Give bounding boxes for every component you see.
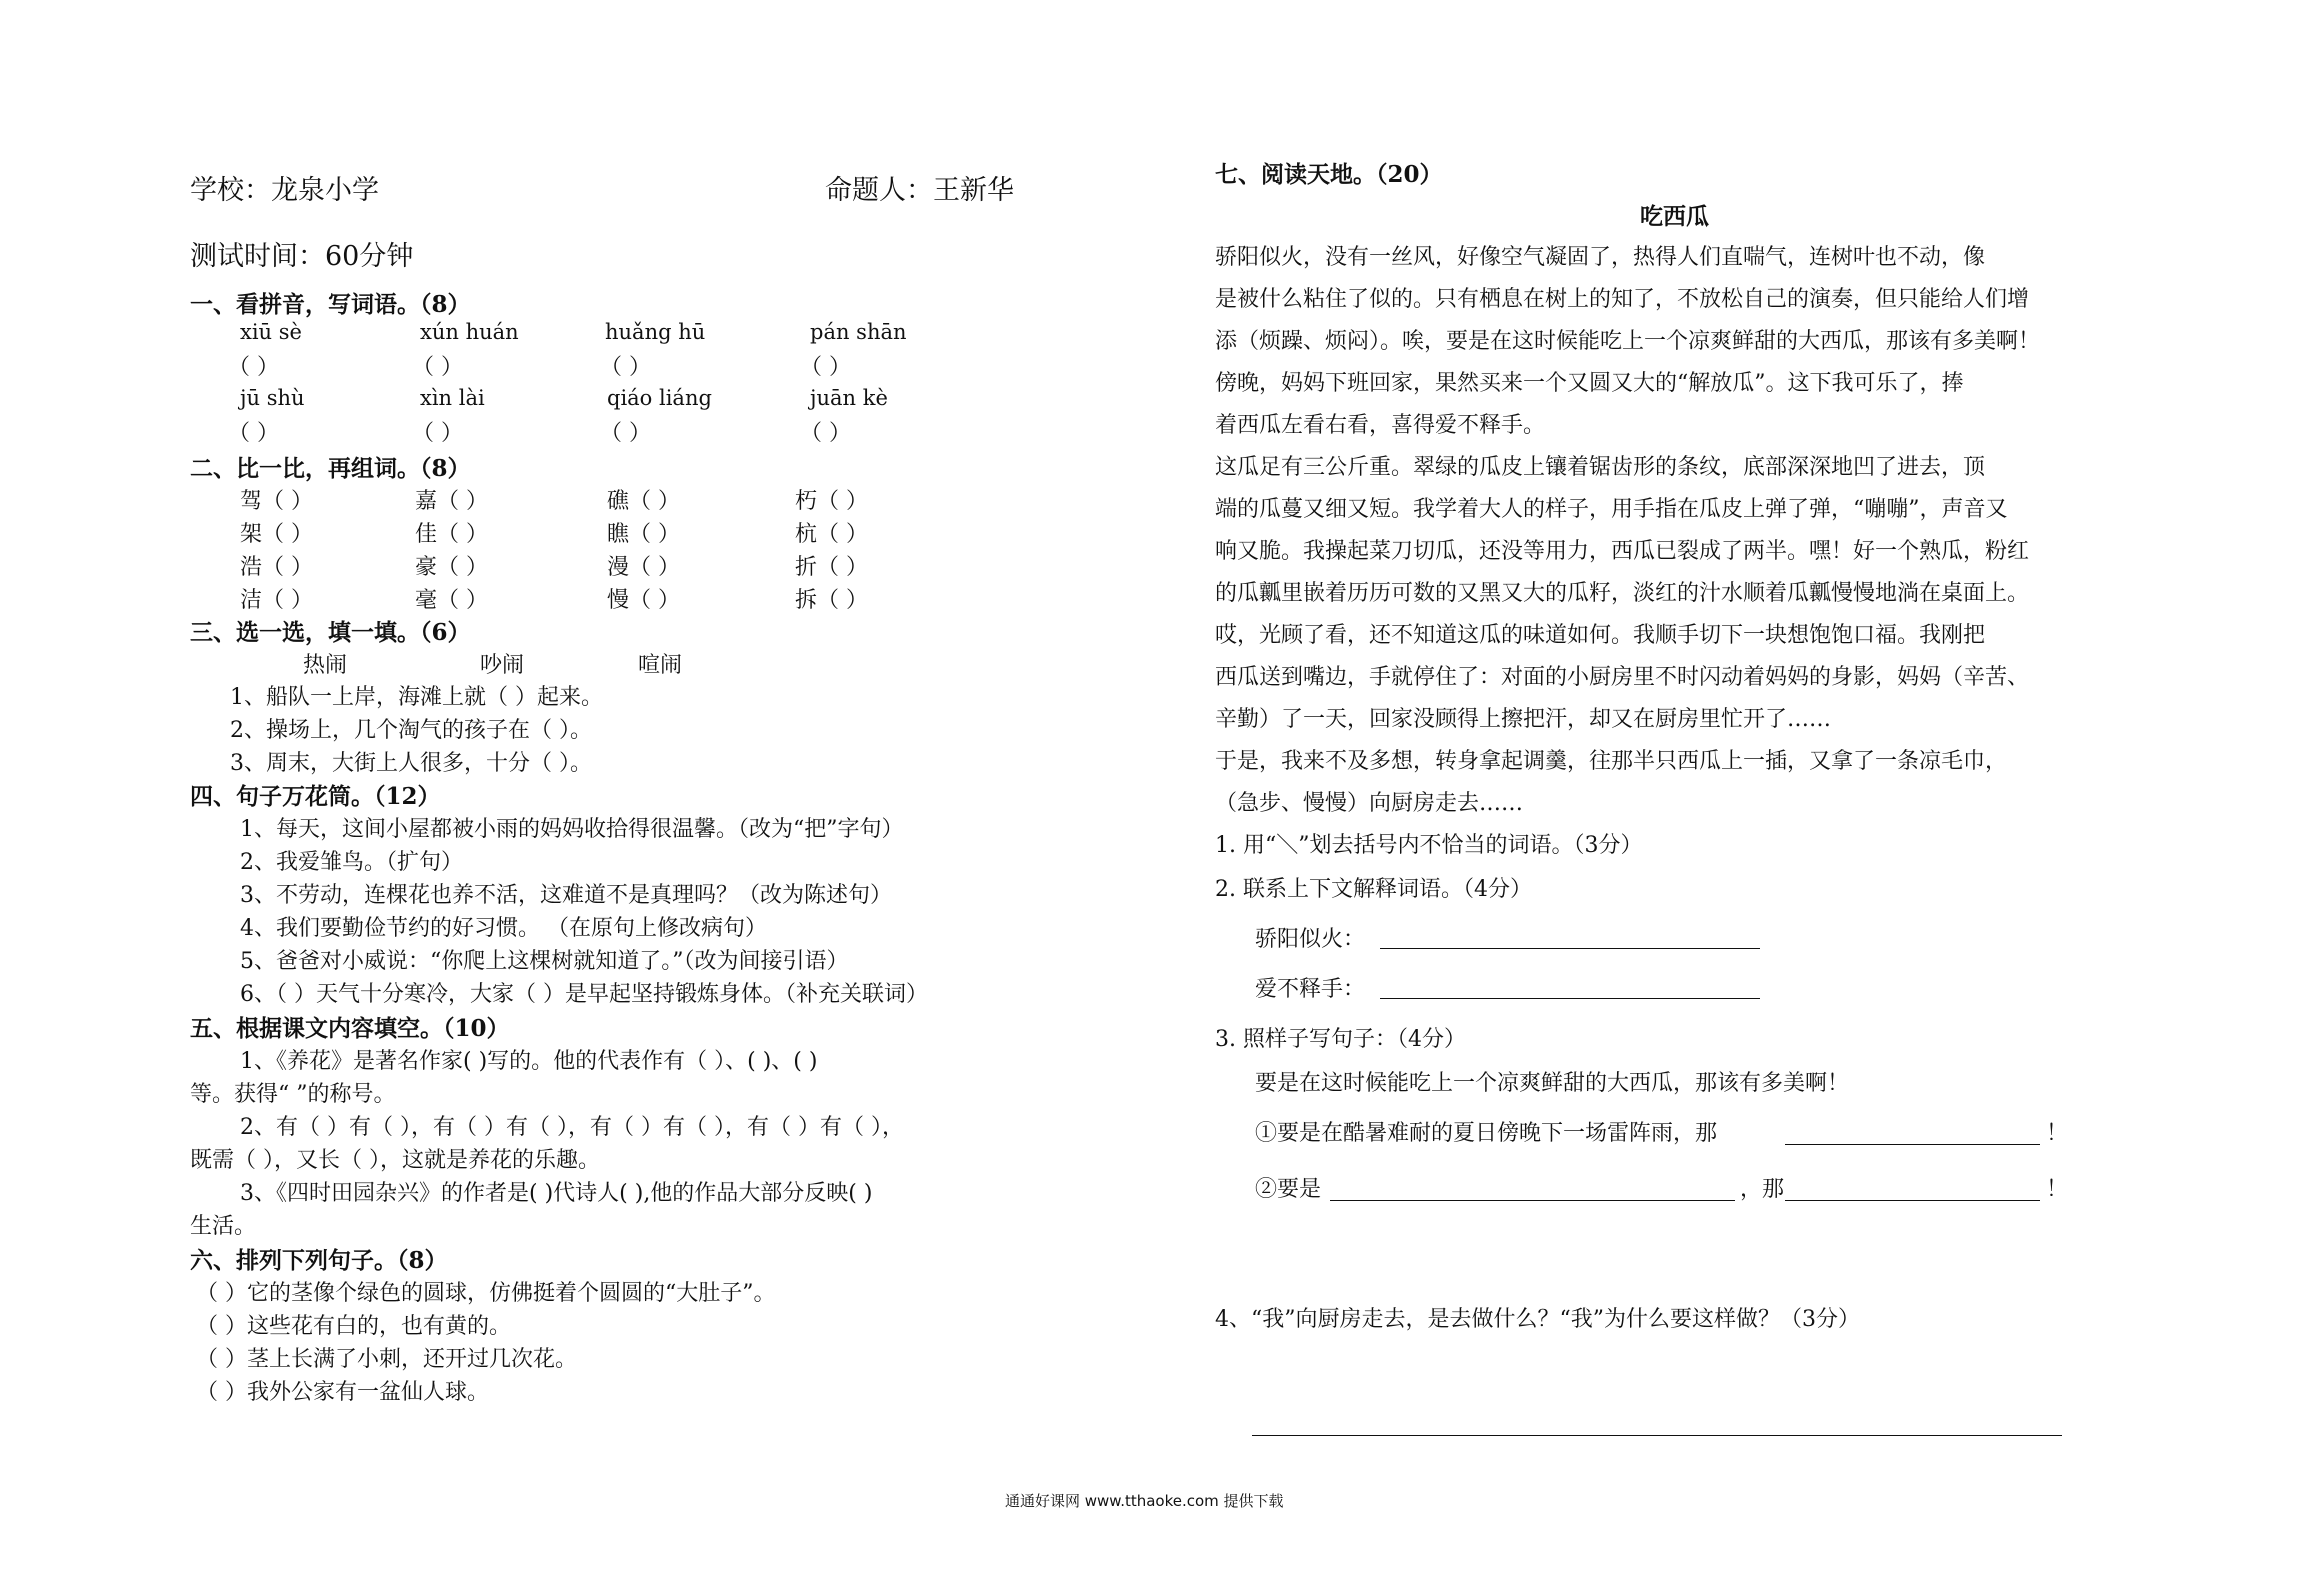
q3-example: 要是在这时候能吃上一个凉爽鲜甜的大西瓜，那该有多美啊！ bbox=[1255, 1071, 1850, 1096]
text-fill-line: 1、《养花》是著名作家( )写的。他的代表作有（ ）、( )、( ) bbox=[240, 1049, 818, 1074]
order-item-2: （ ）这些花有白的，也有黄的。 bbox=[196, 1314, 511, 1339]
pinyin-4: pán shān bbox=[810, 320, 907, 344]
section-7-title: 七、阅读天地。（20） bbox=[1215, 161, 1443, 188]
order-item-3: （ ）茎上长满了小刺，还开过几次花。 bbox=[196, 1347, 577, 1372]
passage-line: 于是，我来不及多想，转身拿起调羹，往那半只西瓜上一插，又拿了一条凉毛巾， bbox=[1215, 749, 2008, 774]
section-3-title: 三、选一选，填一填。（6） bbox=[190, 619, 471, 646]
q3a-answer-line[interactable] bbox=[1785, 1144, 2040, 1145]
pinyin-5: jū shù bbox=[240, 386, 305, 410]
question-2: 2. 联系上下文解释词语。（4分） bbox=[1215, 877, 1532, 902]
order-item-4: （ ）我外公家有一盆仙人球。 bbox=[196, 1380, 489, 1405]
compare-word: 朽（ ） bbox=[795, 489, 868, 514]
fill-item-3: 3、周末，大街上人很多，十分（ ）。 bbox=[230, 751, 592, 776]
q4-answer-line[interactable] bbox=[1252, 1435, 2062, 1436]
school-label: 学校：龙泉小学 bbox=[190, 175, 379, 206]
q2-term-2: 爱不释手： bbox=[1255, 977, 1366, 1002]
footer-credit: 通通好课网 www.tthaoke.com 提供下载 bbox=[1005, 1492, 1284, 1510]
question-4: 4、“我”向厨房走去，是去做什么？“我”为什么要这样做？（3分） bbox=[1215, 1307, 1860, 1332]
test-time-label: 测试时间：60分钟 bbox=[190, 241, 414, 272]
passage-line: 傍晚，妈妈下班回家，果然买来一个又圆又大的“解放瓜”。这下我可乐了，捧 bbox=[1215, 371, 1964, 396]
pinyin-3: huǎng hū bbox=[605, 320, 706, 344]
section-4-title: 四、句子万花筒。（12） bbox=[190, 783, 441, 810]
pinyin-7: qiáo liáng bbox=[607, 386, 712, 410]
sentence-item-5: 5、爸爸对小威说：“你爬上这棵树就知道了。”（改为间接引语） bbox=[240, 949, 849, 974]
compare-word: 驾（ ） bbox=[240, 489, 313, 514]
section-6-title: 六、排列下列句子。（8） bbox=[190, 1247, 448, 1274]
pinyin-blank-2[interactable]: （ ） bbox=[412, 355, 463, 380]
compare-word: 浩（ ） bbox=[240, 555, 313, 580]
pinyin-blank-5[interactable]: （ ） bbox=[228, 421, 279, 446]
order-item-1: （ ）它的茎像个绿色的圆球，仿佛挺着个圆圆的“大肚子”。 bbox=[196, 1281, 776, 1306]
passage-line: 响又脆。我操起菜刀切瓜，还没等用力，西瓜已裂成了两半。嘿！好一个熟瓜，粉红 bbox=[1215, 539, 2030, 564]
pinyin-blank-4[interactable]: （ ） bbox=[800, 355, 851, 380]
text-fill-line: 等。获得“ ”的称号。 bbox=[190, 1082, 396, 1107]
story-title: 吃西瓜 bbox=[1640, 203, 1709, 230]
sentence-item-6: 6、（ ）天气十分寒冷，大家（ ）是早起坚持锻炼身体。（补充关联词） bbox=[240, 982, 928, 1007]
pinyin-blank-8[interactable]: （ ） bbox=[800, 421, 851, 446]
passage-line: 西瓜送到嘴边，手就停住了：对面的小厨房里不时闪动着妈妈的身影，妈妈（辛苦、 bbox=[1215, 665, 2030, 690]
sentence-item-1: 1、每天，这间小屋都被小雨的妈妈收拾得很温馨。（改为“把”字句） bbox=[240, 817, 904, 842]
question-3: 3. 照样子写句子：（4分） bbox=[1215, 1027, 1466, 1052]
pinyin-6: xìn lài bbox=[420, 386, 485, 410]
passage-line: （急步、慢慢）向厨房走去…… bbox=[1215, 791, 1524, 816]
q3b-answer-line-2[interactable] bbox=[1785, 1200, 2040, 1201]
compare-word: 杭（ ） bbox=[795, 522, 868, 547]
pinyin-blank-1[interactable]: （ ） bbox=[228, 355, 279, 380]
q3b-prefix: ②要是 bbox=[1255, 1177, 1322, 1202]
compare-word: 漫（ ） bbox=[607, 555, 680, 580]
q3a-mark: ！ bbox=[2046, 1121, 2069, 1146]
option-word: 热闹 bbox=[303, 653, 348, 678]
author-label: 命题人：王新华 bbox=[825, 175, 1014, 206]
q2-term-1: 骄阳似火： bbox=[1255, 927, 1366, 952]
passage-line: 辛勤）了一天，回家没顾得上擦把汗，却又在厨房里忙开了…… bbox=[1215, 707, 1832, 732]
q3b-mark: ！ bbox=[2046, 1177, 2069, 1202]
compare-word: 嘉（ ） bbox=[415, 489, 488, 514]
sentence-item-3: 3、不劳动，连棵花也养不活，这难道不是真理吗？（改为陈述句） bbox=[240, 883, 892, 908]
q2-answer-line-2[interactable] bbox=[1380, 998, 1760, 999]
text-fill-line: 生活。 bbox=[190, 1214, 257, 1239]
text-fill-line: 既需（ ），又长（ ），这就是养花的乐趣。 bbox=[190, 1148, 600, 1173]
passage-line: 着西瓜左看右看，喜得爱不释手。 bbox=[1215, 413, 1546, 438]
compare-word: 瞧（ ） bbox=[607, 522, 680, 547]
q3b-mid: ，那 bbox=[1740, 1177, 1785, 1202]
q2-answer-line-1[interactable] bbox=[1380, 948, 1760, 949]
compare-word: 洁（ ） bbox=[240, 588, 313, 613]
passage-line: 端的瓜蔓又细又短。我学着大人的样子，用手指在瓜皮上弹了弹，“嘣嘣”，声音又 bbox=[1215, 497, 2008, 522]
compare-word: 豪（ ） bbox=[415, 555, 488, 580]
compare-word: 慢（ ） bbox=[607, 588, 680, 613]
pinyin-blank-6[interactable]: （ ） bbox=[412, 421, 463, 446]
option-word: 喧闹 bbox=[638, 653, 683, 678]
option-word: 吵闹 bbox=[480, 653, 525, 678]
section-2-title: 二、比一比，再组词。（8） bbox=[190, 455, 471, 482]
fill-item-2: 2、操场上，几个淘气的孩子在（ ）。 bbox=[230, 718, 592, 743]
compare-word: 佳（ ） bbox=[415, 522, 488, 547]
compare-word: 架（ ） bbox=[240, 522, 313, 547]
passage-line: 哎，光顾了看，还不知道这瓜的味道如何。我顺手切下一块想饱饱口福。我刚把 bbox=[1215, 623, 1986, 648]
text-fill-line: 2、有（ ）有（ ），有（ ）有（ ），有（ ）有（ ），有（ ）有（ ）， bbox=[240, 1115, 904, 1140]
pinyin-8: juān kè bbox=[810, 386, 888, 410]
q3a-prefix: ①要是在酷暑难耐的夏日傍晚下一场雷阵雨，那 bbox=[1255, 1121, 1718, 1146]
sentence-item-4: 4、我们要勤俭节约的好习惯。 （在原句上修改病句） bbox=[240, 916, 767, 941]
pinyin-blank-7[interactable]: （ ） bbox=[600, 421, 651, 446]
question-1: 1. 用“＼”划去括号内不恰当的词语。（3分） bbox=[1215, 833, 1643, 858]
section-5-title: 五、根据课文内容填空。（10） bbox=[190, 1015, 510, 1042]
compare-word: 礁（ ） bbox=[607, 489, 680, 514]
passage-line: 这瓜足有三公斤重。翠绿的瓜皮上镶着锯齿形的条纹，底部深深地凹了进去，顶 bbox=[1215, 455, 1986, 480]
pinyin-blank-3[interactable]: （ ） bbox=[600, 355, 651, 380]
passage-line: 骄阳似火，没有一丝风，好像空气凝固了，热得人们直喘气，连树叶也不动，像 bbox=[1215, 245, 1986, 270]
fill-item-1: 1、船队一上岸，海滩上就（ ）起来。 bbox=[230, 685, 603, 710]
pinyin-1: xiū sè bbox=[240, 320, 302, 344]
passage-line: 是被什么粘住了似的。只有栖息在树上的知了，不放松自己的演奏，但只能给人们增 bbox=[1215, 287, 2030, 312]
sentence-item-2: 2、我爱雏鸟。（扩句） bbox=[240, 850, 463, 875]
passage-line: 添（烦躁、烦闷）。唉，要是在这时候能吃上一个凉爽鲜甜的大西瓜，那该有多美啊！ bbox=[1215, 329, 2041, 354]
compare-word: 折（ ） bbox=[795, 555, 868, 580]
section-1-title: 一、看拼音，写词语。（8） bbox=[190, 291, 471, 318]
pinyin-2: xún huán bbox=[420, 320, 519, 344]
q3b-answer-line-1[interactable] bbox=[1330, 1200, 1735, 1201]
text-fill-line: 3、《四时田园杂兴》的作者是( )代诗人( ),他的作品大部分反映( ) bbox=[240, 1181, 873, 1206]
compare-word: 毫（ ） bbox=[415, 588, 488, 613]
compare-word: 拆（ ） bbox=[795, 588, 868, 613]
passage-line: 的瓜瓤里嵌着历历可数的又黑又大的瓜籽，淡红的汁水顺着瓜瓤慢慢地淌在桌面上。 bbox=[1215, 581, 2030, 606]
